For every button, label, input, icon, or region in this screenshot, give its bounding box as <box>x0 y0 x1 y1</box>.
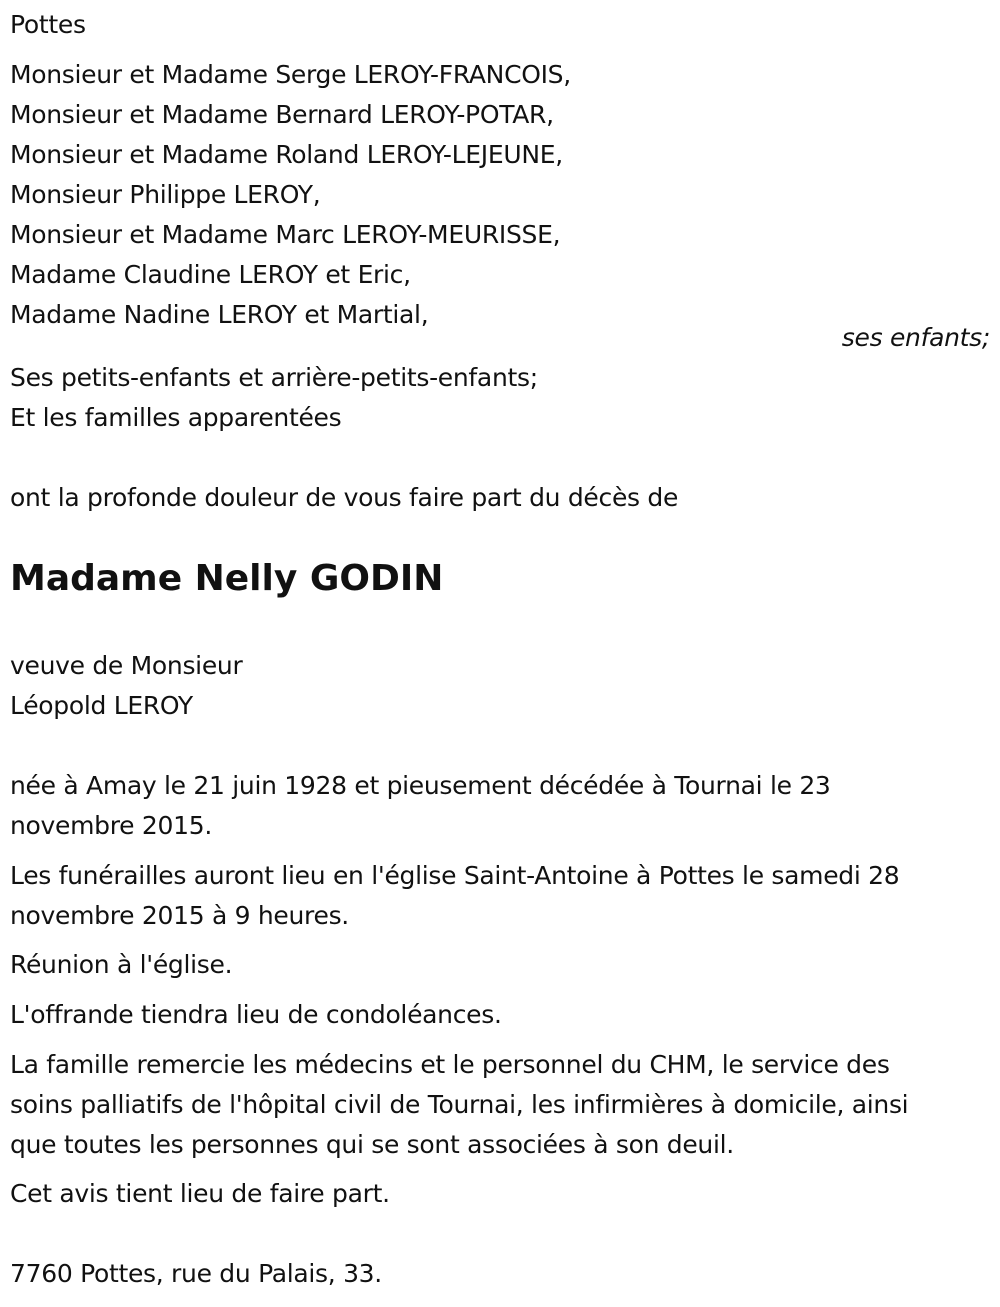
child-line: Madame Claudine LEROY et Eric, <box>10 260 411 289</box>
child-line: Monsieur et Madame Roland LEROY-LEJEUNE, <box>10 140 563 169</box>
children-suffix: ses enfants; <box>841 323 990 352</box>
grandchildren-line: Ses petits-enfants et arrière-petits-enfants; <box>10 363 538 392</box>
widow-line: veuve de Monsieur <box>10 651 243 680</box>
child-line: Monsieur et Madame Marc LEROY-MEURISSE, <box>10 220 561 249</box>
address-line: 7760 Pottes, rue du Palais, 33. <box>10 1259 382 1288</box>
thanks-line: que toutes les personnes qui se sont associées à son deuil. <box>10 1130 734 1159</box>
widow-name: Léopold LEROY <box>10 691 193 720</box>
notice-line: Cet avis tient lieu de faire part. <box>10 1179 390 1208</box>
child-line: Madame Nadine LEROY et Martial, <box>10 300 429 329</box>
thanks-line: La famille remercie les médecins et le personnel du CHM, le service des <box>10 1050 890 1079</box>
child-line: Monsieur Philippe LEROY, <box>10 180 321 209</box>
meeting-line: Réunion à l'église. <box>10 950 233 979</box>
birth-death-line: née à Amay le 21 juin 1928 et pieusement décédée à Tournai le 23 <box>10 771 831 800</box>
announcement-line: ont la profonde douleur de vous faire part du décès de <box>10 483 679 512</box>
birth-death-line: novembre 2015. <box>10 811 212 840</box>
deceased-name: Madame Nelly GODIN <box>10 558 444 599</box>
location-heading: Pottes <box>10 10 86 39</box>
funeral-line: Les funérailles auront lieu en l'église Saint-Antoine à Pottes le samedi 28 <box>10 861 900 890</box>
child-line: Monsieur et Madame Bernard LEROY-POTAR, <box>10 100 554 129</box>
funeral-line: novembre 2015 à 9 heures. <box>10 901 349 930</box>
thanks-line: soins palliatifs de l'hôpital civil de Tournai, les infirmières à domicile, ainsi <box>10 1090 909 1119</box>
child-line: Monsieur et Madame Serge LEROY-FRANCOIS, <box>10 60 571 89</box>
offering-line: L'offrande tiendra lieu de condoléances. <box>10 1000 502 1029</box>
families-line: Et les familles apparentées <box>10 403 342 432</box>
